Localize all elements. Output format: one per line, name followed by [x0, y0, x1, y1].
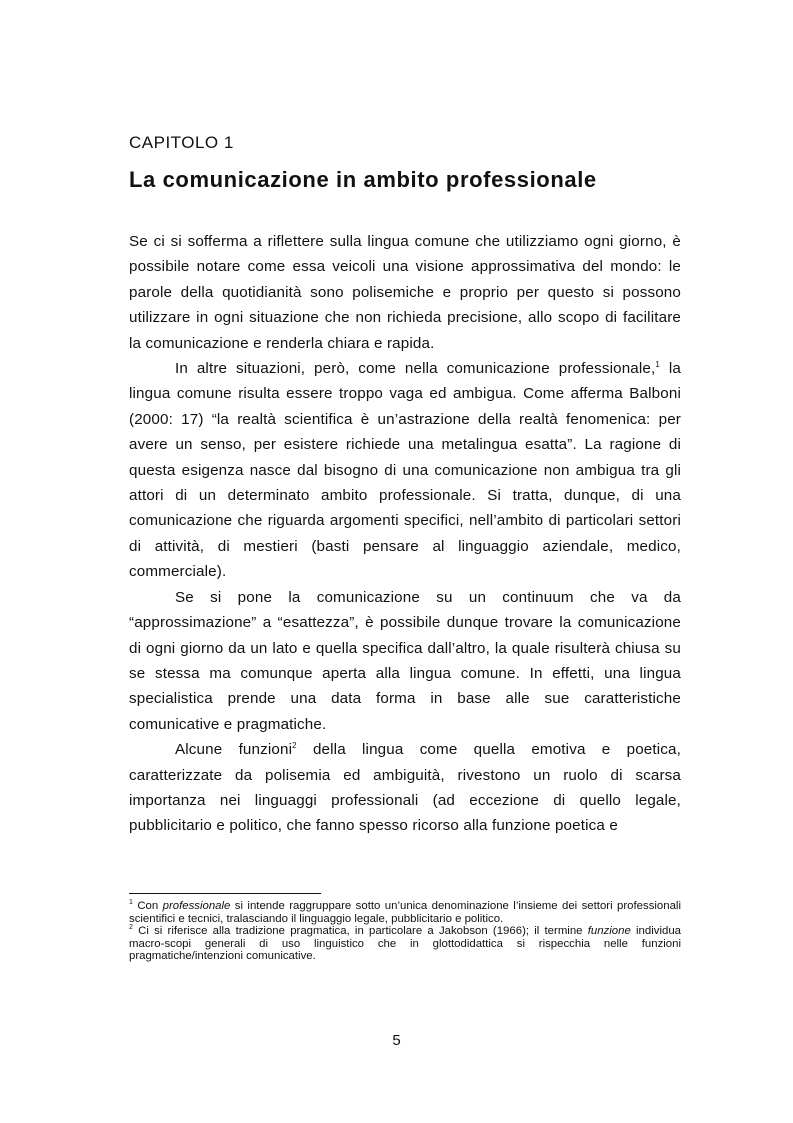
footnote-2-marker: 2 — [129, 924, 133, 932]
footnote-1-marker: 1 — [129, 899, 133, 907]
footnote-1-text-a: Con — [132, 900, 163, 912]
chapter-title: La comunicazione in ambito professionale — [129, 167, 597, 192]
paragraph-3: Se si pone la comunicazione su un continuum che va da “approssimazione” a “esattezza”, è possibile dunque trovare la comunicazione di ogni giorno da un lato e quella specifica dall’altro, la quale risulterà chiusa su se stessa ma comunque aperta alla lingua comune. In effetti, una lingua specialistica prende una data forma in base alle sue caratteristiche comunicative e pragmatiche. — [129, 588, 681, 733]
footnote-1-text-b: si intende raggruppare sotto un’unica denominazione l’insieme dei settori professionali scientifici e tecnici, tralasciando il linguaggio legale, pubblicitario e politico. — [129, 900, 681, 925]
paragraph-4-text-a: Alcune funzioni — [175, 741, 293, 759]
footnotes — [129, 900, 681, 963]
footnote-2-text-b: individua macro-scopi generali di uso linguistico che in glottodidattica si rispecchia nelle funzioni pragmatiche/intenzioni comunicative. — [129, 925, 681, 963]
footnote-separator — [129, 893, 321, 894]
footnote-ref-1[interactable]: 1 — [655, 359, 660, 369]
footnote-2-italic: funzione — [587, 925, 631, 938]
footnote-ref-2[interactable]: 2 — [292, 741, 297, 751]
paragraph-1: Se ci si sofferma a riflettere sulla lingua comune che utilizziamo ogni giorno, è possibile notare come essa veicoli una visione approssimativa del mondo: le parole della quotidianità sono polisemiche e proprio per questo si possono utilizzare in ogni situazione che non richieda precisione, allo scopo di facilitare la comunicazione e renderla chiara e rapida. — [129, 233, 681, 352]
chapter-label: CAPITOLO 1 — [129, 133, 234, 152]
paragraph-2-text-b: la lingua comune risulta essere troppo vaga ed ambigua. Come afferma Balboni (2000: 17) “la realtà scientifica è un’astrazione della realtà fenomenica: per avere un senso, per esistere richiede una metalingua esatta”. La ragione di questa esigenza nasce dal bisogno di una comunicazione non ambigua tra gli attori di un determinato ambito professionale. Si tratta, dunque, di una comunicazione che riguarda argomenti specifici, nell’ambito di particolari settori di attività, di mestieri (basti pensare al linguaggio aziendale, medico, commerciale). — [129, 360, 681, 581]
footnote-2 — [129, 925, 681, 963]
footnote-1 — [129, 900, 681, 925]
paragraph-4 — [129, 737, 681, 839]
body-text — [129, 229, 681, 839]
paragraph-2-text-a: In altre situazioni, però, come nella comunicazione professionale, — [175, 360, 656, 378]
page-number: 5 — [392, 1032, 401, 1049]
footnote-1-italic: professionale — [162, 900, 231, 912]
paragraph-4-text-b: della lingua come quella emotiva e poetica, caratterizzate da polisemia ed ambiguità, rivestono un ruolo di scarsa importanza nei linguaggi professionali (ad eccezione di quello legale, pubblicitario e politico, che fanno spesso ricorso alla funzione poetica e — [129, 741, 681, 835]
paragraph-2 — [129, 356, 681, 585]
footnote-2-text-a: Ci si riferisce alla tradizione pragmatica, in particolare a Jakobson (1966); il termine — [132, 925, 588, 938]
